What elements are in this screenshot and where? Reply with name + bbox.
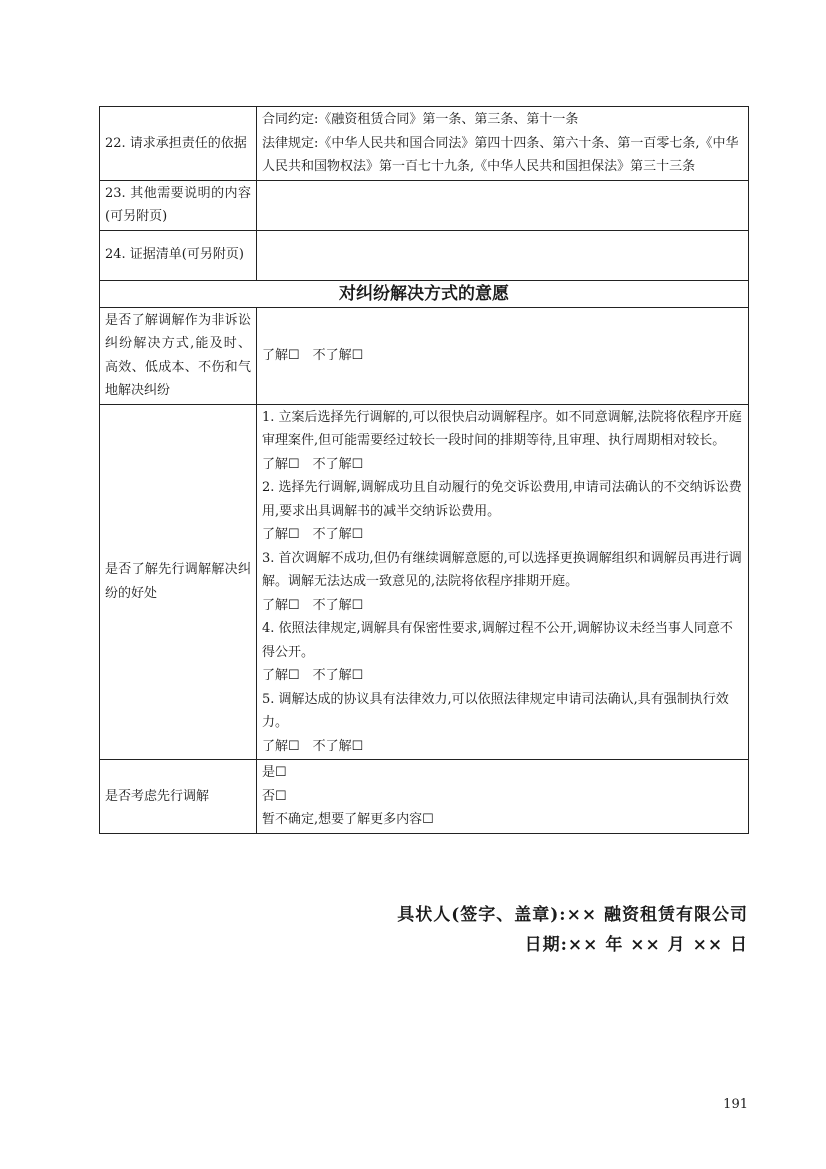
benefit-choice[interactable]: 了解☐ 不了解☐ [262, 738, 364, 754]
option-unsure[interactable]: 暂不确定,想要了解更多内容☐ [262, 812, 434, 827]
benefit-choice[interactable]: 了解☐ 不了解☐ [262, 668, 364, 683]
benefit-text: 1. 立案后选择先行调解的,可以很快启动调解程序。如不同意调解,法院将依程序开庭审理案件,但可能需要经过较长一段时间的排期等待,且审理、执行周期相对较长。 [262, 409, 742, 448]
complaint-form-table [99, 106, 749, 834]
row-value-other-notes[interactable] [257, 180, 749, 230]
table-row [100, 107, 749, 181]
benefit-text: 3. 首次调解不成功,但仍有继续调解意愿的,可以选择更换调解组织和调解员再进行调解。调解无法达成一致意见的,法院将依程序排期开庭。 [262, 550, 742, 589]
benefit-text: 5. 调解达成的协议具有法律效力,可以依照法律规定申请司法确认,具有强制执行效力。 [262, 691, 729, 730]
row-label-other-notes: 23. 其他需要说明的内容(可另附页) [100, 180, 257, 230]
date-line: 日期:×× 年 ×× 月 ×× 日 [524, 935, 748, 955]
benefit-choice[interactable]: 了解☐ 不了解☐ [262, 456, 364, 472]
benefit-text: 4. 依照法律规定,调解具有保密性要求,调解过程不公开,调解协议未经当事人同意不得公开。 [262, 621, 733, 660]
option-no[interactable]: 否☐ [262, 788, 287, 804]
row-label-consider-mediation: 是否考虑先行调解 [100, 760, 257, 834]
option-yes[interactable]: 是☐ [262, 765, 287, 780]
benefit-choice[interactable]: 了解☐ 不了解☐ [262, 527, 364, 542]
table-row [100, 307, 749, 404]
table-row [100, 404, 749, 760]
row-label-liability-basis: 22. 请求承担责任的依据 [100, 107, 257, 181]
section-title: 对纠纷解决方式的意愿 [100, 280, 749, 307]
page-number: 191 [723, 1097, 748, 1112]
table-row [100, 280, 749, 307]
legal-basis-text: 法律规定:《中华人民共和国合同法》第四十四条、第六十条、第一百零七条,《中华人民共和国物权法》第一百七十九条,《中华人民共和国担保法》第三十三条 [262, 135, 739, 174]
row-value-mediation-benefits [257, 404, 749, 760]
row-label-mediation-benefits: 是否了解先行调解解决纠纷的好处 [100, 404, 257, 760]
row-label-evidence-list: 24. 证据清单(可另附页) [100, 230, 257, 280]
row-value-liability-basis [257, 107, 749, 181]
table-row [100, 180, 749, 230]
table-row [100, 760, 749, 834]
signer-line: 具状人(签字、盖章):×× 融资租赁有限公司 [397, 905, 748, 925]
benefit-choice[interactable]: 了解☐ 不了解☐ [262, 597, 364, 613]
table-row [100, 230, 749, 280]
row-value-evidence-list[interactable] [257, 230, 749, 280]
row-value-consider-mediation [257, 760, 749, 834]
benefit-text: 2. 选择先行调解,调解成功且自动履行的免交诉讼费用,申请司法确认的不交纳诉讼费用,要求出具调解书的减半交纳诉讼费用。 [262, 480, 742, 519]
contract-basis-text: 合同约定:《融资租赁合同》第一条、第三条、第十一条 [262, 112, 579, 127]
row-label-mediation-understanding: 是否了解调解作为非诉讼纠纷解决方式,能及时、高效、低成本、不伤和气地解决纠纷 [100, 307, 257, 404]
mediation-understanding-choice[interactable]: 了解☐ 不了解☐ [257, 307, 749, 404]
